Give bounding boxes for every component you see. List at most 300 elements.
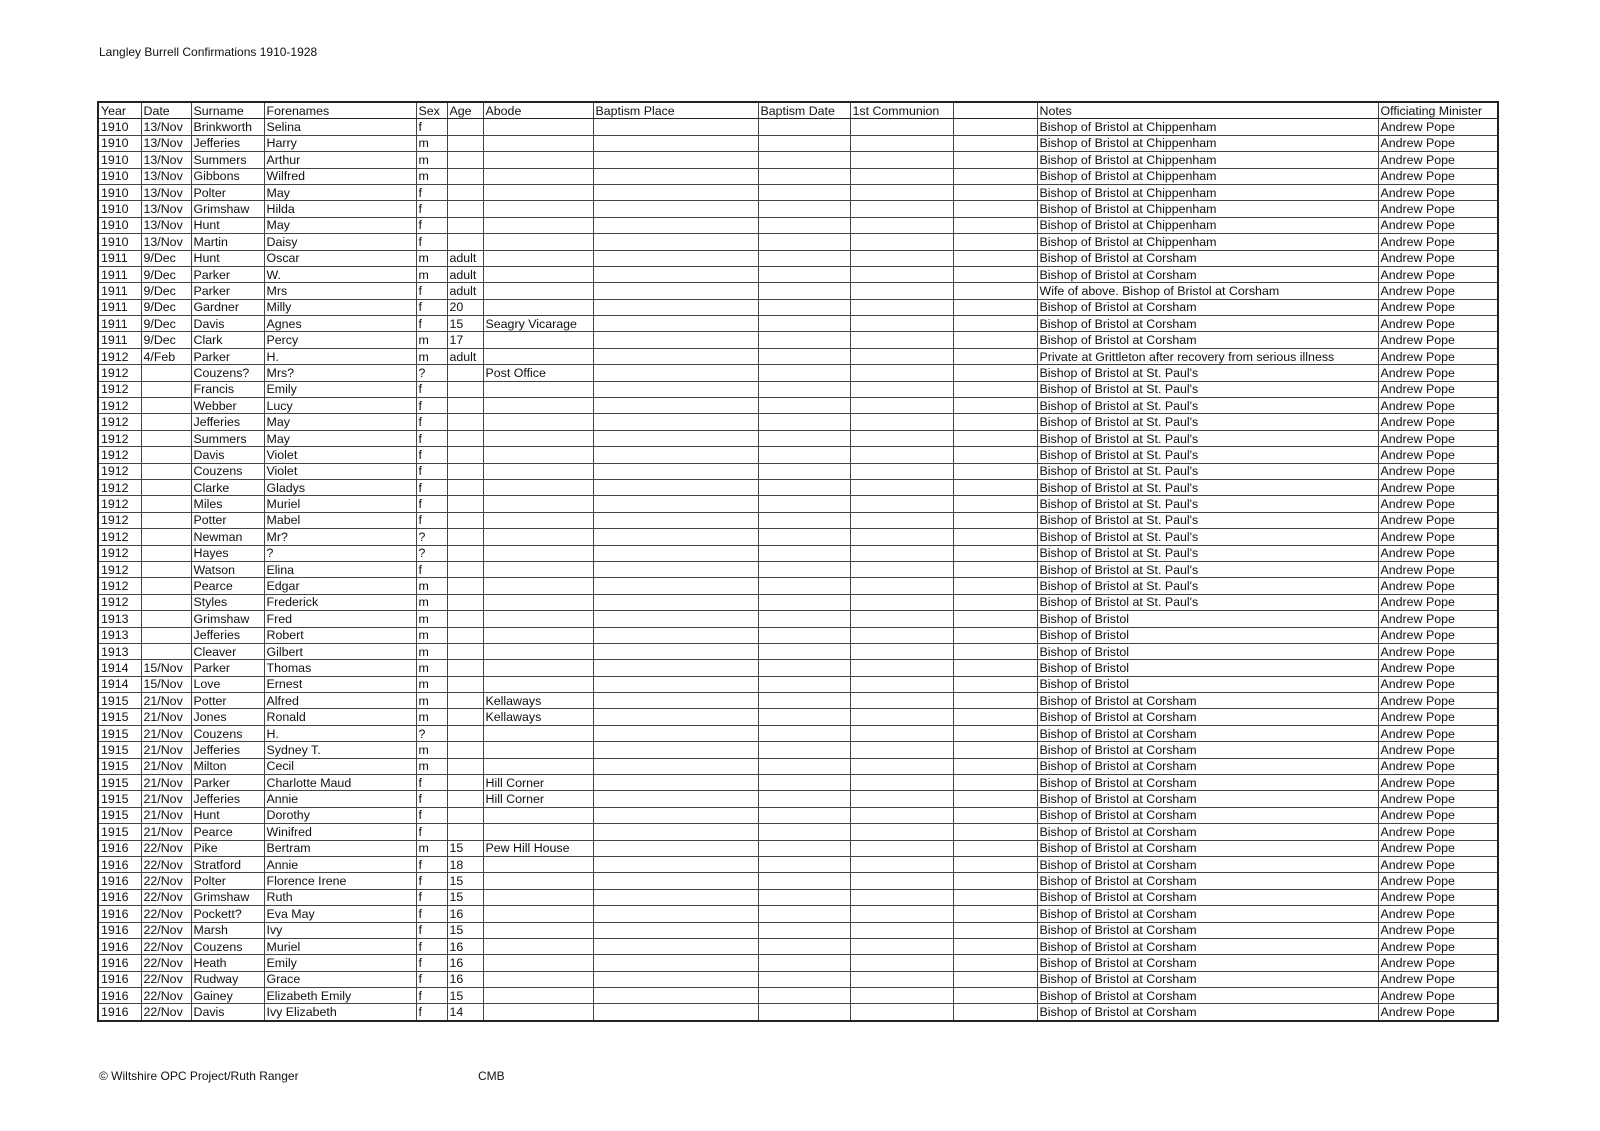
table-row <box>98 496 1498 512</box>
cell-sex: m <box>416 840 447 856</box>
cell-year: 1915 <box>98 758 141 774</box>
cell-year: 1916 <box>98 889 141 905</box>
cell-first-communion <box>850 250 953 266</box>
cell-sex: f <box>416 447 447 463</box>
cell-abode: Pew Hill House <box>483 840 593 856</box>
cell-baptism-place <box>593 873 758 889</box>
cell-date: 21/Nov <box>141 742 191 758</box>
cell-baptism-place <box>593 758 758 774</box>
column-header-surname: Surname <box>191 102 264 119</box>
cell-age <box>447 234 483 250</box>
cell-date: 9/Dec <box>141 299 191 315</box>
cell-blank <box>953 906 1037 922</box>
cell-baptism-date <box>758 512 850 528</box>
confirmations-table <box>97 101 1499 1022</box>
cell-sex: m <box>416 611 447 627</box>
cell-notes: Bishop of Bristol at Corsham <box>1037 332 1378 348</box>
cell-surname: Grimshaw <box>191 201 264 217</box>
cell-blank <box>953 660 1037 676</box>
cell-sex: m <box>416 578 447 594</box>
cell-officiating-minister: Andrew Pope <box>1378 135 1498 151</box>
cell-surname: Milton <box>191 758 264 774</box>
cell-sex: m <box>416 693 447 709</box>
cell-officiating-minister: Andrew Pope <box>1378 971 1498 987</box>
cell-baptism-place <box>593 922 758 938</box>
cell-sex: f <box>416 906 447 922</box>
cell-forenames: Winifred <box>264 824 416 840</box>
column-header-notes: Notes <box>1037 102 1378 119</box>
cell-baptism-date <box>758 889 850 905</box>
table-row <box>98 742 1498 758</box>
cell-first-communion <box>850 906 953 922</box>
cell-surname: Pockett? <box>191 906 264 922</box>
cell-surname: Clark <box>191 332 264 348</box>
cell-blank <box>953 988 1037 1004</box>
cell-year: 1912 <box>98 594 141 610</box>
cell-baptism-place <box>593 988 758 1004</box>
cell-officiating-minister: Andrew Pope <box>1378 266 1498 282</box>
cell-forenames: W. <box>264 266 416 282</box>
table-row <box>98 693 1498 709</box>
cell-baptism-place <box>593 725 758 741</box>
cell-age <box>447 807 483 823</box>
cell-surname: Styles <box>191 594 264 610</box>
cell-date <box>141 529 191 545</box>
cell-abode <box>483 988 593 1004</box>
cell-baptism-date <box>758 775 850 791</box>
cell-surname: Martin <box>191 234 264 250</box>
cell-officiating-minister: Andrew Pope <box>1378 512 1498 528</box>
cell-year: 1915 <box>98 742 141 758</box>
cell-forenames: Agnes <box>264 316 416 332</box>
cell-sex: f <box>416 889 447 905</box>
cell-first-communion <box>850 283 953 299</box>
cell-baptism-place <box>593 561 758 577</box>
cell-date: 22/Nov <box>141 955 191 971</box>
cell-forenames: Elizabeth Emily <box>264 988 416 1004</box>
cell-notes: Bishop of Bristol at Corsham <box>1037 250 1378 266</box>
cell-baptism-date <box>758 725 850 741</box>
table-row <box>98 152 1498 168</box>
cell-year: 1910 <box>98 135 141 151</box>
cell-notes: Bishop of Bristol at Chippenham <box>1037 135 1378 151</box>
cell-abode <box>483 1004 593 1021</box>
cell-age: adult <box>447 250 483 266</box>
cell-notes: Bishop of Bristol at St. Paul's <box>1037 463 1378 479</box>
cell-surname: Marsh <box>191 922 264 938</box>
table-row <box>98 611 1498 627</box>
cell-first-communion <box>850 611 953 627</box>
cell-officiating-minister: Andrew Pope <box>1378 398 1498 414</box>
cell-baptism-date <box>758 430 850 446</box>
cell-officiating-minister: Andrew Pope <box>1378 938 1498 954</box>
cell-age <box>447 529 483 545</box>
cell-sex: f <box>416 1004 447 1021</box>
cell-first-communion <box>850 660 953 676</box>
cell-date: 13/Nov <box>141 184 191 200</box>
cell-sex: f <box>416 234 447 250</box>
table-row <box>98 414 1498 430</box>
cell-abode <box>483 479 593 495</box>
cell-year: 1915 <box>98 824 141 840</box>
cell-abode <box>483 398 593 414</box>
cell-baptism-place <box>593 643 758 659</box>
cell-date <box>141 627 191 643</box>
cell-date <box>141 545 191 561</box>
cell-abode: Seagry Vicarage <box>483 316 593 332</box>
cell-abode <box>483 955 593 971</box>
cell-blank <box>953 348 1037 364</box>
cell-surname: Parker <box>191 775 264 791</box>
column-header-baptism-place: Baptism Place <box>593 102 758 119</box>
cell-blank <box>953 365 1037 381</box>
cell-age: 17 <box>447 332 483 348</box>
cell-date: 13/Nov <box>141 119 191 135</box>
cell-notes: Bishop of Bristol <box>1037 643 1378 659</box>
cell-surname: Couzens <box>191 463 264 479</box>
cell-year: 1912 <box>98 414 141 430</box>
cell-first-communion <box>850 447 953 463</box>
cell-officiating-minister: Andrew Pope <box>1378 906 1498 922</box>
table-row <box>98 365 1498 381</box>
cell-age <box>447 660 483 676</box>
cell-blank <box>953 824 1037 840</box>
table-row <box>98 725 1498 741</box>
cell-year: 1912 <box>98 545 141 561</box>
cell-forenames: Percy <box>264 332 416 348</box>
cell-notes: Bishop of Bristol at Corsham <box>1037 791 1378 807</box>
cell-first-communion <box>850 529 953 545</box>
cell-first-communion <box>850 725 953 741</box>
cell-blank <box>953 283 1037 299</box>
cell-officiating-minister: Andrew Pope <box>1378 578 1498 594</box>
cell-abode <box>483 856 593 872</box>
cell-year: 1912 <box>98 561 141 577</box>
cell-surname: Davis <box>191 1004 264 1021</box>
cell-surname: Francis <box>191 381 264 397</box>
cell-officiating-minister: Andrew Pope <box>1378 922 1498 938</box>
cell-sex: ? <box>416 529 447 545</box>
cell-date: 22/Nov <box>141 873 191 889</box>
cell-forenames: Selina <box>264 119 416 135</box>
document-title: Langley Burrell Confirmations 1910-1928 <box>99 45 318 59</box>
cell-officiating-minister: Andrew Pope <box>1378 430 1498 446</box>
cell-officiating-minister: Andrew Pope <box>1378 561 1498 577</box>
cell-sex: f <box>416 496 447 512</box>
cell-baptism-place <box>593 955 758 971</box>
cell-first-communion <box>850 234 953 250</box>
cell-age <box>447 791 483 807</box>
cell-age <box>447 643 483 659</box>
cell-surname: Gainey <box>191 988 264 1004</box>
cell-officiating-minister: Andrew Pope <box>1378 775 1498 791</box>
cell-surname: Davis <box>191 447 264 463</box>
cell-abode: Hill Corner <box>483 791 593 807</box>
cell-age <box>447 594 483 610</box>
cell-date: 22/Nov <box>141 906 191 922</box>
cell-officiating-minister: Andrew Pope <box>1378 1004 1498 1021</box>
cell-officiating-minister: Andrew Pope <box>1378 119 1498 135</box>
cell-surname: Couzens <box>191 725 264 741</box>
cell-blank <box>953 463 1037 479</box>
cell-notes: Bishop of Bristol at Corsham <box>1037 955 1378 971</box>
table-row <box>98 676 1498 692</box>
cell-sex: f <box>416 824 447 840</box>
cell-forenames: Daisy <box>264 234 416 250</box>
cell-age <box>447 135 483 151</box>
cell-age <box>447 201 483 217</box>
cell-blank <box>953 217 1037 233</box>
cell-notes: Bishop of Bristol at St. Paul's <box>1037 447 1378 463</box>
cell-notes: Wife of above. Bishop of Bristol at Corsham <box>1037 283 1378 299</box>
cell-date: 9/Dec <box>141 266 191 282</box>
cell-baptism-place <box>593 693 758 709</box>
cell-date: 22/Nov <box>141 840 191 856</box>
cell-blank <box>953 529 1037 545</box>
cell-surname: Hunt <box>191 217 264 233</box>
cell-officiating-minister: Andrew Pope <box>1378 201 1498 217</box>
cell-abode <box>483 201 593 217</box>
cell-age <box>447 758 483 774</box>
cell-abode <box>483 545 593 561</box>
cell-surname: Jefferies <box>191 627 264 643</box>
table-row <box>98 332 1498 348</box>
cell-forenames: Mrs <box>264 283 416 299</box>
cell-blank <box>953 512 1037 528</box>
cell-officiating-minister: Andrew Pope <box>1378 365 1498 381</box>
cell-baptism-date <box>758 463 850 479</box>
table-row <box>98 447 1498 463</box>
cell-blank <box>953 594 1037 610</box>
cell-first-communion <box>850 643 953 659</box>
cell-first-communion <box>850 430 953 446</box>
cell-surname: Gardner <box>191 299 264 315</box>
cell-sex: m <box>416 627 447 643</box>
cell-year: 1915 <box>98 775 141 791</box>
cell-abode <box>483 184 593 200</box>
cell-surname: Potter <box>191 693 264 709</box>
cell-officiating-minister: Andrew Pope <box>1378 660 1498 676</box>
cell-forenames: May <box>264 217 416 233</box>
cell-officiating-minister: Andrew Pope <box>1378 955 1498 971</box>
cell-date: 22/Nov <box>141 988 191 1004</box>
cell-blank <box>953 922 1037 938</box>
cell-baptism-date <box>758 479 850 495</box>
cell-baptism-place <box>593 168 758 184</box>
cell-notes: Bishop of Bristol at Corsham <box>1037 873 1378 889</box>
cell-blank <box>953 545 1037 561</box>
cell-baptism-place <box>593 152 758 168</box>
cell-notes: Bishop of Bristol at Corsham <box>1037 299 1378 315</box>
cell-sex: f <box>416 955 447 971</box>
cell-notes: Bishop of Bristol at Corsham <box>1037 824 1378 840</box>
cell-surname: Clarke <box>191 479 264 495</box>
cell-age <box>447 725 483 741</box>
cell-first-communion <box>850 938 953 954</box>
cell-notes: Bishop of Bristol at Corsham <box>1037 725 1378 741</box>
cell-date <box>141 643 191 659</box>
cell-blank <box>953 611 1037 627</box>
cell-age <box>447 447 483 463</box>
cell-baptism-place <box>593 971 758 987</box>
cell-abode <box>483 578 593 594</box>
cell-date <box>141 381 191 397</box>
cell-first-communion <box>850 299 953 315</box>
cell-officiating-minister: Andrew Pope <box>1378 496 1498 512</box>
cell-baptism-place <box>593 529 758 545</box>
cell-baptism-place <box>593 348 758 364</box>
table-row <box>98 348 1498 364</box>
cell-officiating-minister: Andrew Pope <box>1378 217 1498 233</box>
cell-blank <box>953 742 1037 758</box>
cell-abode <box>483 889 593 905</box>
cell-forenames: Annie <box>264 856 416 872</box>
table-row <box>98 840 1498 856</box>
cell-year: 1913 <box>98 643 141 659</box>
cell-year: 1916 <box>98 988 141 1004</box>
cell-forenames: Ruth <box>264 889 416 905</box>
cell-year: 1911 <box>98 283 141 299</box>
cell-date <box>141 398 191 414</box>
cell-date: 13/Nov <box>141 135 191 151</box>
cell-sex: m <box>416 660 447 676</box>
table-row <box>98 135 1498 151</box>
column-header-baptism-date: Baptism Date <box>758 102 850 119</box>
table-row <box>98 775 1498 791</box>
cell-first-communion <box>850 316 953 332</box>
cell-blank <box>953 840 1037 856</box>
cell-abode <box>483 561 593 577</box>
cell-date <box>141 496 191 512</box>
cell-baptism-place <box>593 709 758 725</box>
cell-baptism-place <box>593 217 758 233</box>
cell-blank <box>953 414 1037 430</box>
cell-first-communion <box>850 512 953 528</box>
cell-abode <box>483 922 593 938</box>
cell-sex: f <box>416 922 447 938</box>
cell-surname: Hayes <box>191 545 264 561</box>
cell-forenames: Robert <box>264 627 416 643</box>
cell-surname: Watson <box>191 561 264 577</box>
cell-year: 1910 <box>98 152 141 168</box>
cell-age <box>447 381 483 397</box>
table-row <box>98 873 1498 889</box>
cell-forenames: Gilbert <box>264 643 416 659</box>
cell-blank <box>953 791 1037 807</box>
cell-officiating-minister: Andrew Pope <box>1378 594 1498 610</box>
cell-abode <box>483 807 593 823</box>
cell-officiating-minister: Andrew Pope <box>1378 889 1498 905</box>
cell-officiating-minister: Andrew Pope <box>1378 742 1498 758</box>
cell-year: 1916 <box>98 906 141 922</box>
cell-baptism-date <box>758 119 850 135</box>
cell-baptism-date <box>758 529 850 545</box>
cell-abode <box>483 971 593 987</box>
cell-date: 21/Nov <box>141 709 191 725</box>
cell-baptism-place <box>593 184 758 200</box>
cell-surname: Gibbons <box>191 168 264 184</box>
cell-year: 1912 <box>98 512 141 528</box>
cell-sex: f <box>416 775 447 791</box>
cell-surname: Parker <box>191 266 264 282</box>
cell-age <box>447 365 483 381</box>
cell-forenames: Alfred <box>264 693 416 709</box>
cell-age <box>447 512 483 528</box>
cell-forenames: Charlotte Maud <box>264 775 416 791</box>
cell-blank <box>953 430 1037 446</box>
cell-forenames: Eva May <box>264 906 416 922</box>
cell-abode <box>483 660 593 676</box>
cell-forenames: Lucy <box>264 398 416 414</box>
cell-year: 1912 <box>98 529 141 545</box>
cell-surname: Cleaver <box>191 643 264 659</box>
cell-sex: f <box>416 873 447 889</box>
cell-age <box>447 709 483 725</box>
cell-blank <box>953 561 1037 577</box>
table-row <box>98 529 1498 545</box>
cell-age <box>447 152 483 168</box>
cell-baptism-date <box>758 627 850 643</box>
cell-baptism-date <box>758 955 850 971</box>
cell-sex: f <box>416 561 447 577</box>
cell-age: adult <box>447 266 483 282</box>
cell-sex: f <box>416 184 447 200</box>
cell-sex: f <box>416 316 447 332</box>
cell-first-communion <box>850 217 953 233</box>
cell-date <box>141 365 191 381</box>
cell-baptism-date <box>758 856 850 872</box>
cell-surname: Stratford <box>191 856 264 872</box>
cell-surname: Jefferies <box>191 791 264 807</box>
cell-year: 1912 <box>98 463 141 479</box>
cell-age <box>447 119 483 135</box>
table-row <box>98 184 1498 200</box>
cell-blank <box>953 758 1037 774</box>
cell-first-communion <box>850 971 953 987</box>
cell-abode <box>483 512 593 528</box>
cell-officiating-minister: Andrew Pope <box>1378 676 1498 692</box>
cell-baptism-place <box>593 775 758 791</box>
table-row <box>98 430 1498 446</box>
table-row <box>98 938 1498 954</box>
cell-baptism-place <box>593 611 758 627</box>
cell-blank <box>953 709 1037 725</box>
cell-baptism-place <box>593 906 758 922</box>
cell-age: 15 <box>447 988 483 1004</box>
cell-notes: Bishop of Bristol at St. Paul's <box>1037 578 1378 594</box>
cell-notes: Bishop of Bristol <box>1037 627 1378 643</box>
cell-sex: m <box>416 594 447 610</box>
column-header-abode: Abode <box>483 102 593 119</box>
cell-first-communion <box>850 807 953 823</box>
cell-baptism-date <box>758 250 850 266</box>
cell-date <box>141 463 191 479</box>
cell-baptism-place <box>593 791 758 807</box>
cell-year: 1913 <box>98 611 141 627</box>
cell-officiating-minister: Andrew Pope <box>1378 824 1498 840</box>
cell-abode <box>483 611 593 627</box>
cell-date <box>141 594 191 610</box>
cell-baptism-place <box>593 889 758 905</box>
cell-sex: m <box>416 676 447 692</box>
cell-date: 21/Nov <box>141 824 191 840</box>
cell-first-communion <box>850 398 953 414</box>
cell-abode: Post Office <box>483 365 593 381</box>
cell-date: 13/Nov <box>141 152 191 168</box>
cell-sex: f <box>416 856 447 872</box>
cell-first-communion <box>850 873 953 889</box>
cell-surname: Potter <box>191 512 264 528</box>
